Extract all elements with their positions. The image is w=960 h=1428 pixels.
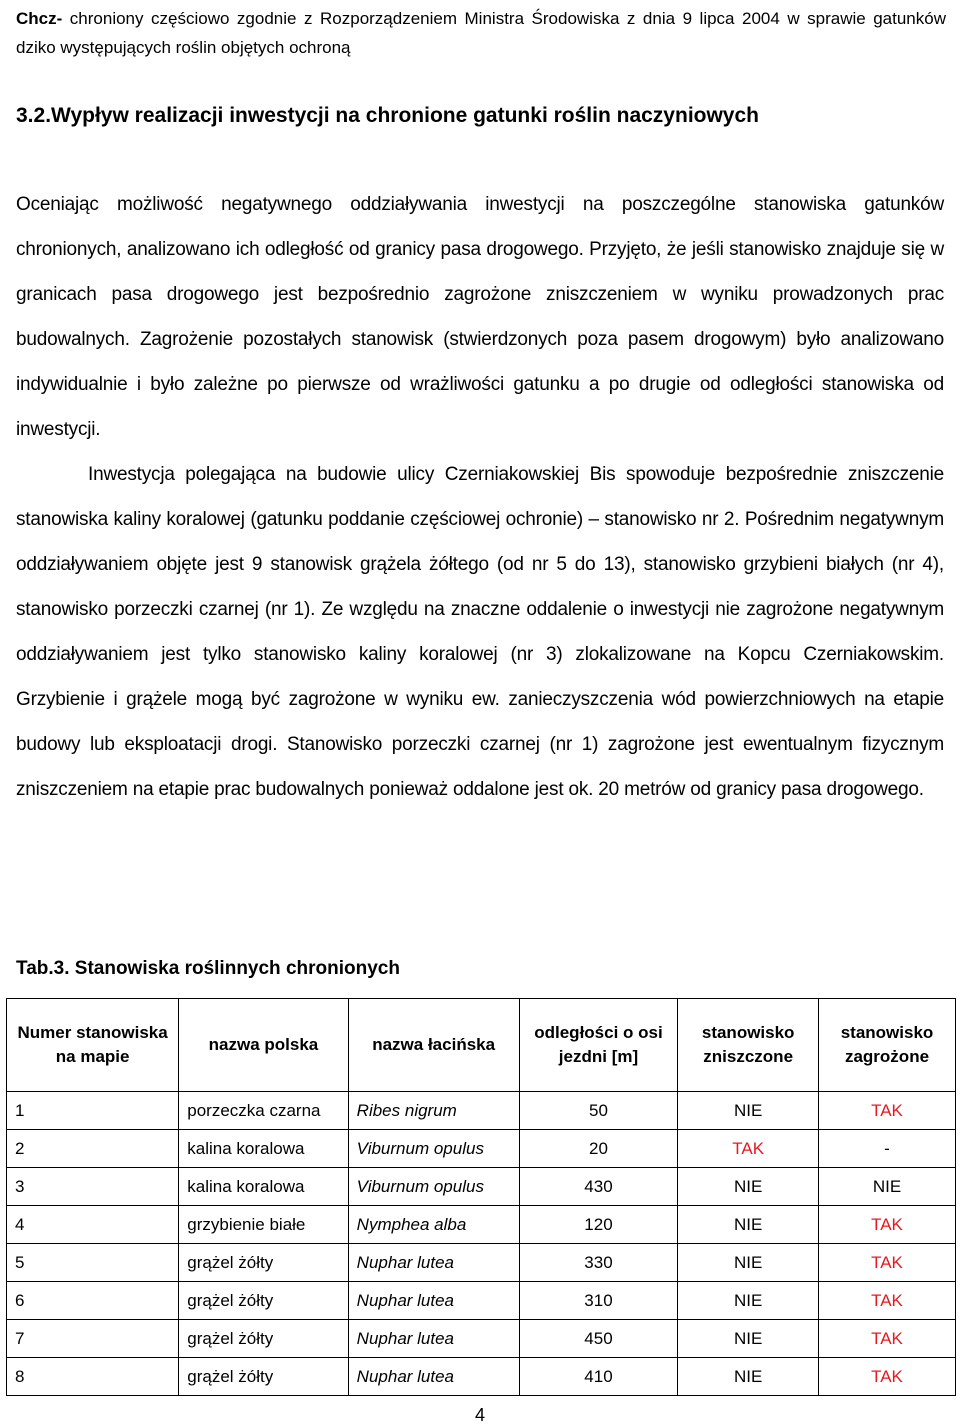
cell-distance: 330 bbox=[519, 1244, 678, 1282]
cell-polish-name: grążel żółty bbox=[179, 1244, 348, 1282]
table-row bbox=[7, 1168, 956, 1206]
table-header-row bbox=[7, 999, 956, 1092]
cell-site-number: 1 bbox=[7, 1092, 179, 1130]
table-row bbox=[7, 1092, 956, 1130]
table-row bbox=[7, 1206, 956, 1244]
cell-latin-name: Nuphar lutea bbox=[348, 1282, 519, 1320]
cell-polish-name: grążel żółty bbox=[179, 1320, 348, 1358]
plant-sites-table bbox=[6, 998, 956, 1396]
cell-distance: 50 bbox=[519, 1092, 678, 1130]
cell-threatened: TAK bbox=[819, 1282, 956, 1320]
cell-distance: 120 bbox=[519, 1206, 678, 1244]
cell-distance: 430 bbox=[519, 1168, 678, 1206]
cell-site-number: 8 bbox=[7, 1358, 179, 1396]
cell-polish-name: kalina koralowa bbox=[179, 1130, 348, 1168]
header-destroyed: stanowisko zniszczone bbox=[678, 999, 819, 1092]
cell-distance: 310 bbox=[519, 1282, 678, 1320]
cell-latin-name: Ribes nigrum bbox=[348, 1092, 519, 1130]
cell-site-number: 3 bbox=[7, 1168, 179, 1206]
table-row bbox=[7, 1358, 956, 1396]
cell-destroyed: NIE bbox=[678, 1244, 819, 1282]
cell-site-number: 4 bbox=[7, 1206, 179, 1244]
cell-threatened: TAK bbox=[819, 1206, 956, 1244]
cell-polish-name: grążel żółty bbox=[179, 1358, 348, 1396]
cell-distance: 450 bbox=[519, 1320, 678, 1358]
cell-threatened: TAK bbox=[819, 1320, 956, 1358]
header-threatened: stanowisko zagrożone bbox=[819, 999, 956, 1092]
header-abbreviation: Chcz- bbox=[16, 9, 63, 28]
header-text: chroniony częściowo zgodnie z Rozporządzeniem Ministra Środowiska z dnia 9 lipca 2004 w sprawie gatunków dziko występujących roślin objętych ochroną bbox=[16, 9, 946, 57]
cell-distance: 20 bbox=[519, 1130, 678, 1168]
cell-polish-name: grzybienie białe bbox=[179, 1206, 348, 1244]
table-row bbox=[7, 1320, 956, 1358]
cell-destroyed: NIE bbox=[678, 1206, 819, 1244]
page-number: 4 bbox=[474, 1405, 485, 1425]
header-site-number: Numer stanowiska na mapie bbox=[7, 999, 179, 1092]
cell-destroyed: NIE bbox=[678, 1320, 819, 1358]
header-distance: odległości o osi jezdni [m] bbox=[519, 999, 678, 1092]
cell-destroyed: NIE bbox=[678, 1358, 819, 1396]
section-heading: 3.2.Wypływ realizacji inwestycji na chronione gatunki roślin naczyniowych bbox=[16, 104, 759, 127]
cell-threatened: TAK bbox=[819, 1092, 956, 1130]
cell-destroyed: TAK bbox=[678, 1130, 819, 1168]
cell-latin-name: Viburnum opulus bbox=[348, 1130, 519, 1168]
cell-polish-name: grążel żółty bbox=[179, 1282, 348, 1320]
cell-polish-name: porzeczka czarna bbox=[179, 1092, 348, 1130]
cell-site-number: 2 bbox=[7, 1130, 179, 1168]
cell-destroyed: NIE bbox=[678, 1168, 819, 1206]
table-row bbox=[7, 1244, 956, 1282]
cell-latin-name: Viburnum opulus bbox=[348, 1168, 519, 1206]
table-caption: Tab.3. Stanowiska roślinnych chronionych bbox=[16, 958, 400, 979]
body-text bbox=[16, 182, 944, 812]
cell-site-number: 6 bbox=[7, 1282, 179, 1320]
cell-threatened: TAK bbox=[819, 1244, 956, 1282]
cell-site-number: 5 bbox=[7, 1244, 179, 1282]
cell-latin-name: Nuphar lutea bbox=[348, 1320, 519, 1358]
cell-threatened: - bbox=[819, 1130, 956, 1168]
cell-latin-name: Nuphar lutea bbox=[348, 1244, 519, 1282]
table-row bbox=[7, 1130, 956, 1168]
header-latin-name: nazwa łacińska bbox=[348, 999, 519, 1092]
paragraph-2: Inwestycja polegająca na budowie ulicy Czerniakowskiej Bis spowoduje bezpośrednie zniszczenie stanowiska kaliny koralowej (gatunku poddanie częściowej ochronie) – stanowisko nr 2. Pośrednim negatywnym oddziaływaniem objęte jest 9 stanowisk grążela żółtego (od nr 5 do 13), stanowisko grzybieni białych (nr 4), stanowisko porzeczki czarnej (nr 1). Ze względu na znaczne oddalenie o inwestycji nie zagrożone negatywnym oddziaływaniem jest tylko stanowisko kaliny koralowej (nr 3) zlokalizowane na Kopcu Czerniakowskim. Grzybienie i grążele mogą być zagrożone w wyniku ew. zanieczyszczenia wód powierzchniowych na etapie budowy lub eksploatacji drogi. Stanowisko porzeczki czarnej (nr 1) zagrożone jest ewentualnym fizycznym zniszczeniem na etapie prac budowalnych ponieważ oddalone jest ok. 20 metrów od granicy pasa drogowego. bbox=[16, 464, 944, 800]
paragraph-1: Oceniając możliwość negatywnego oddziaływania inwestycji na poszczególne stanowiska gatunków chronionych, analizowano ich odległość od granicy pasa drogowego. Przyjęto, że jeśli stanowisko znajduje się w granicach pasa drogowego jest bezpośrednio zagrożone zniszczeniem w wyniku prowadzonych prac budowalnych. Zagrożenie pozostałych stanowisk (stwierdzonych poza pasem drogowym) było analizowano indywidualnie i było zależne po pierwsze od wrażliwości gatunku a po drugie od odległości stanowiska od inwestycji. bbox=[16, 194, 944, 440]
cell-threatened: TAK bbox=[819, 1358, 956, 1396]
cell-destroyed: NIE bbox=[678, 1092, 819, 1130]
cell-latin-name: Nuphar lutea bbox=[348, 1358, 519, 1396]
cell-threatened: NIE bbox=[819, 1168, 956, 1206]
cell-latin-name: Nymphea alba bbox=[348, 1206, 519, 1244]
table-row bbox=[7, 1282, 956, 1320]
cell-polish-name: kalina koralowa bbox=[179, 1168, 348, 1206]
document-header bbox=[16, 4, 946, 62]
cell-destroyed: NIE bbox=[678, 1282, 819, 1320]
cell-distance: 410 bbox=[519, 1358, 678, 1396]
header-polish-name: nazwa polska bbox=[179, 999, 348, 1092]
cell-site-number: 7 bbox=[7, 1320, 179, 1358]
